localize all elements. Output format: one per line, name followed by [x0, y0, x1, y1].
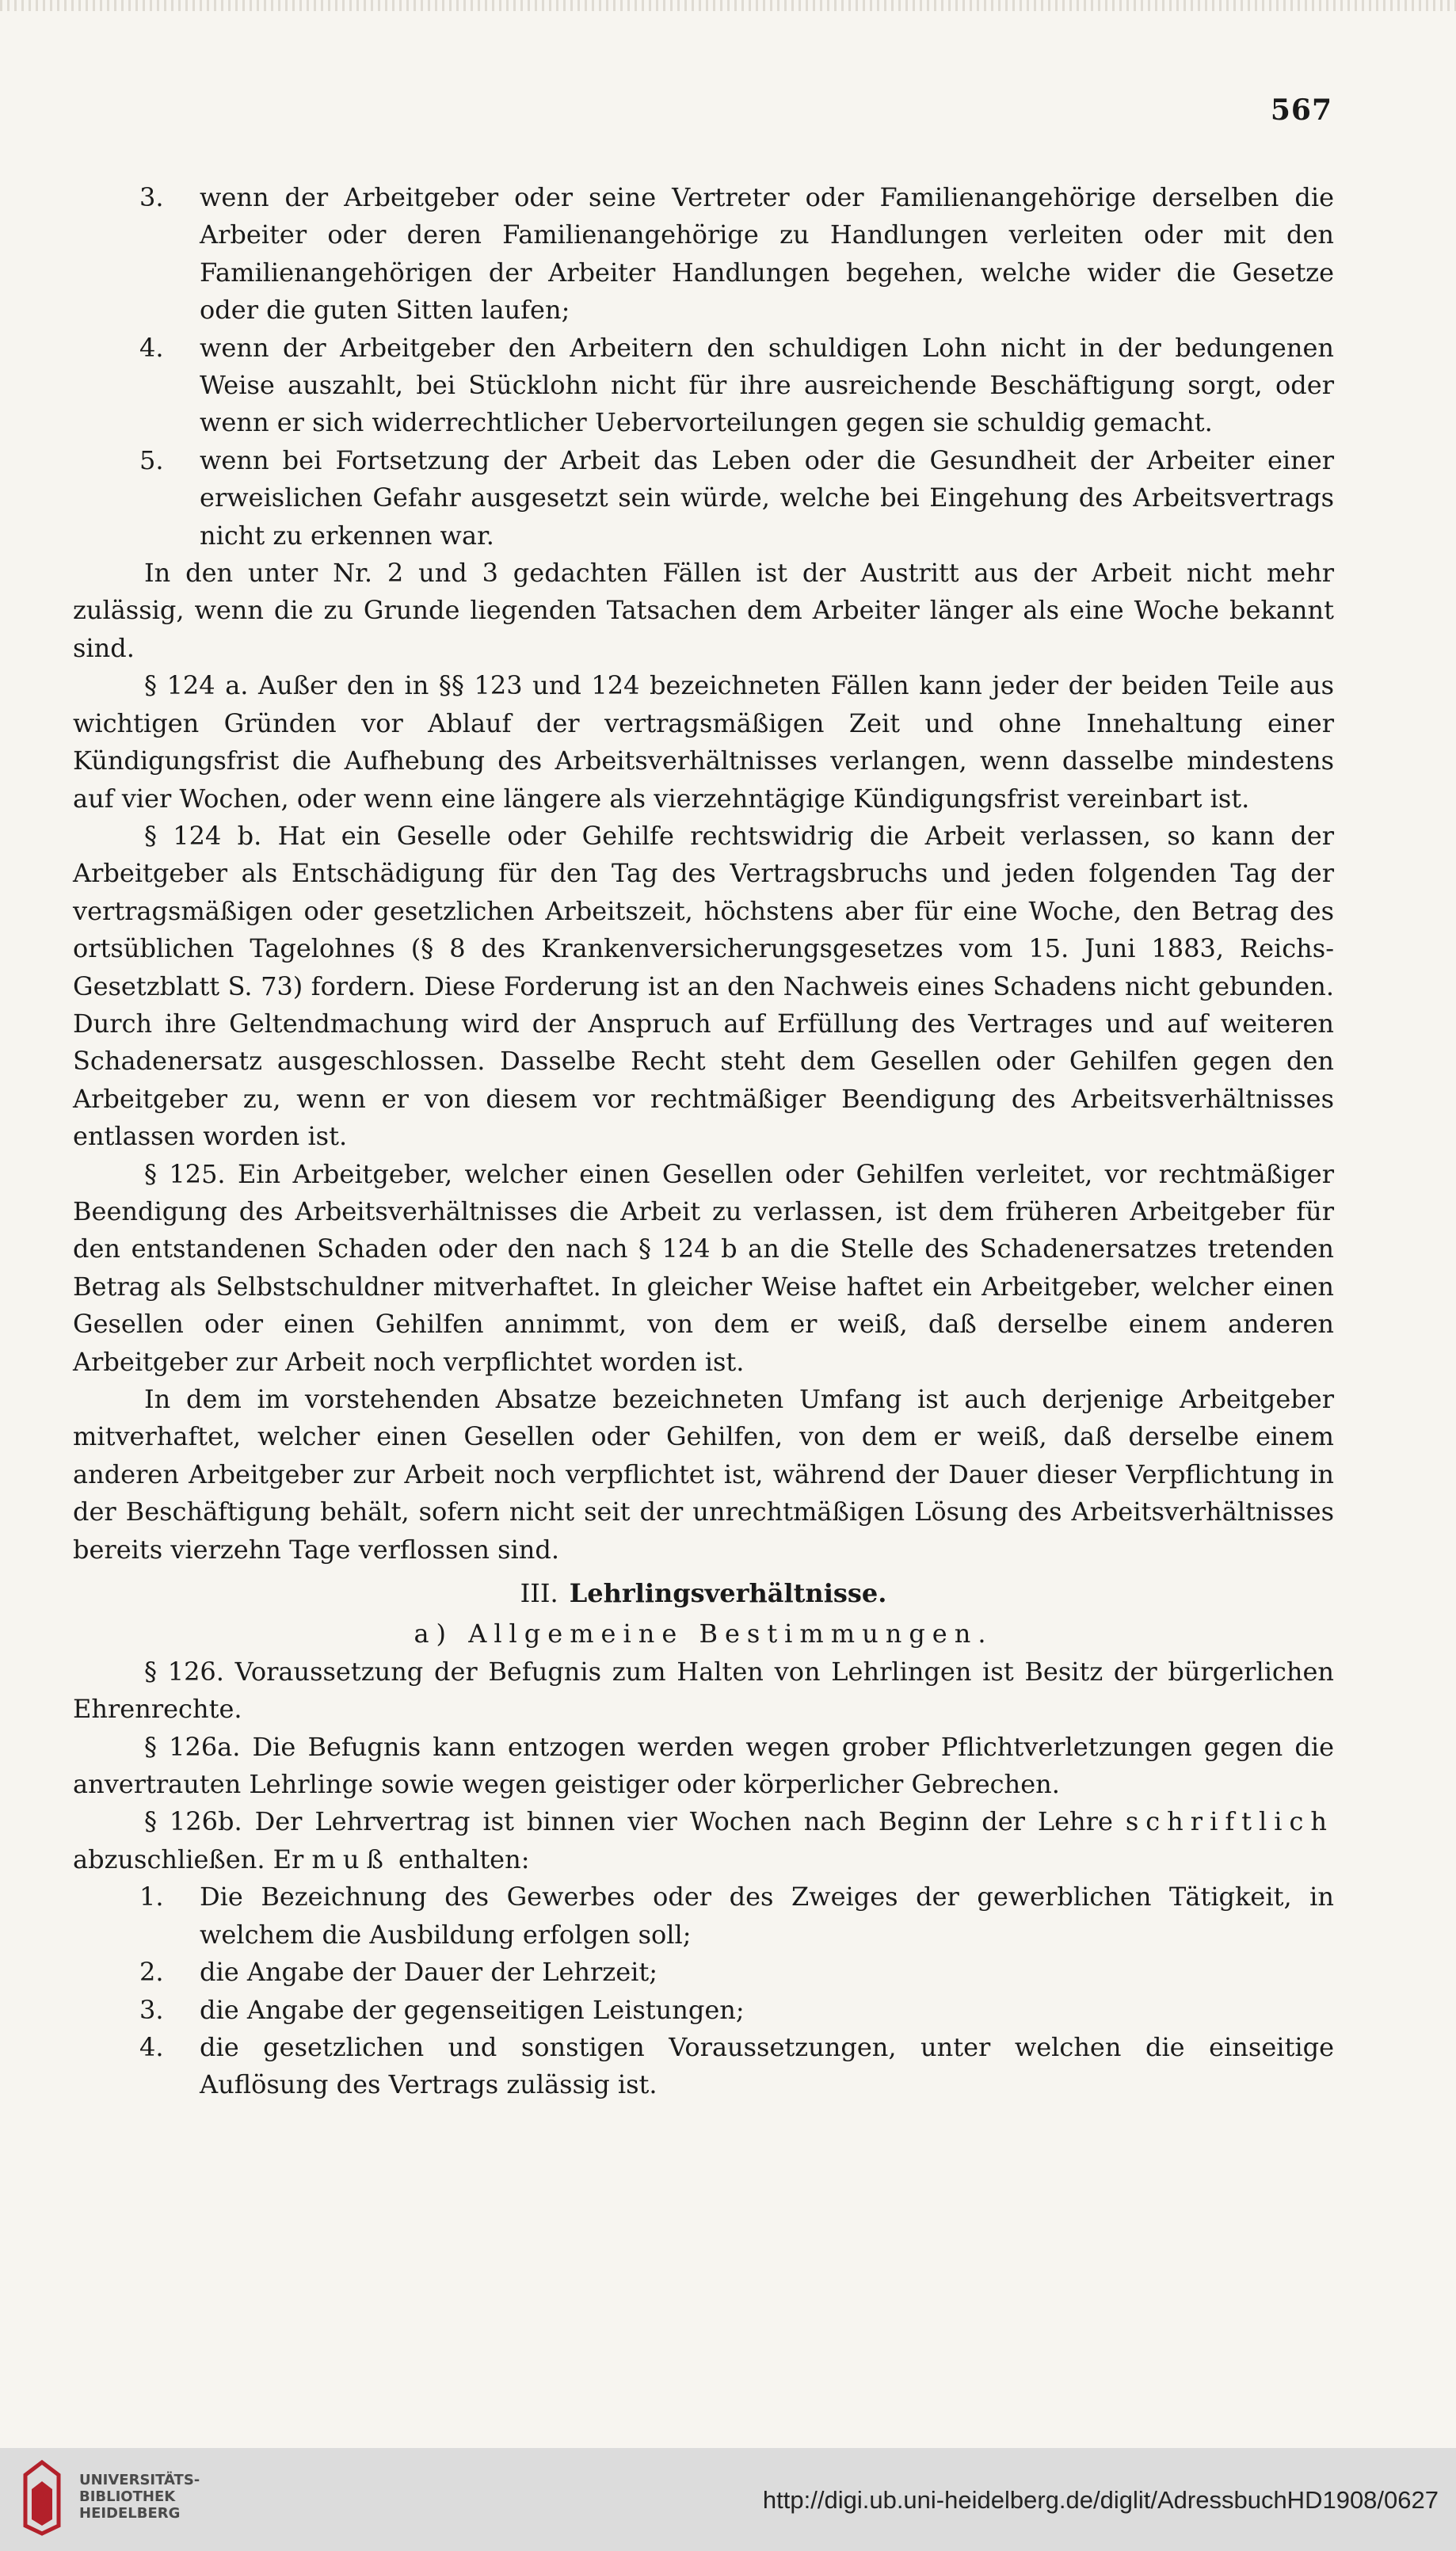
emphasis-muss: muß [311, 1844, 391, 1874]
paragraph-126b-mid: abzuschließen. Er [73, 1844, 304, 1874]
list-number: 2. [139, 1957, 164, 1988]
paragraph-126a: § 126a. Die Befugnis kann entzogen werden wegen grober Pflichtverletzungen gegen die anvertrauten Lehrlinge sowie wegen geistiger oder körperlicher Gebrechen. [73, 1731, 1334, 1800]
paragraph-124a: § 124 a. Außer den in §§ 123 und 124 bezeichneten Fällen kann jeder der beiden Teile aus wichtigen Gründen vor Ablauf der vertragsmäßigen Zeit und ohne Innehaltung einer Kündigungsfrist die Aufhebung des Arbeitsverhältnisses verlangen, wenn dasselbe mindestens auf vier Wochen, oder wenn eine längere als vierzehntägige Kündigungsfrist vereinbart ist. [73, 670, 1334, 814]
section-roman-numeral: III. [520, 1578, 558, 1609]
list-text: die Angabe der gegenseitigen Leistungen; [200, 1994, 745, 2025]
list-item [73, 330, 1334, 442]
subsection-heading: a) Allgemeine Bestimmungen. [414, 1619, 993, 1649]
list-text: die gesetzlichen und sonstigen Voraussetzungen, unter welchen die einseitige Auflösung des Vertrags zulässig ist. [200, 2031, 1334, 2100]
scan-top-edge [0, 0, 1456, 11]
library-logo-icon [17, 2458, 67, 2537]
paragraph-126: § 126. Voraussetzung der Befugnis zum Halten von Lehrlingen ist Besitz der bürgerlichen Ehrenrechte. [73, 1656, 1334, 1725]
paragraph-125: § 125. Ein Arbeitgeber, welcher einen Gesellen oder Gehilfen verleitet, vor rechtmäßiger Beendigung des Arbeitsverhältnisses die Arbeit zu verlassen, ist dem früheren Arbeitgeber für den entstandenen Schaden oder den nach § 124 b an die Stelle des Schadenersatzes tretenden Betrag als Selbstschuldner mitverhaftet. In gleicher Weise haftet ein Arbeitgeber, welcher einen Gesellen oder einen Gehilfen annimmt, von dem er weiß, daß derselbe einem anderen Arbeitgeber zur Arbeit noch verpflichtet worden ist. [73, 1158, 1334, 1377]
list-item [73, 1992, 1334, 2029]
list-item [73, 442, 1334, 555]
page-number: 567 [1270, 93, 1332, 127]
list-number: 3. [139, 1994, 164, 2025]
section-heading [73, 1569, 1334, 1615]
paragraph-126b [73, 1803, 1334, 1878]
list-number: 4. [139, 332, 164, 363]
list-item [73, 1878, 1334, 1954]
list-text: wenn der Arbeitgeber oder seine Vertreter oder Familienangehörige derselben die Arbeiter oder deren Familienangehörige zu Handlungen verleiten oder mit den Familienangehörigen der Arbeiter Handlungen begehen, welche wider die Gesetze oder die guten Sitten laufen; [200, 182, 1334, 326]
list-number: 3. [139, 182, 164, 212]
list-text: wenn bei Fortsetzung der Arbeit das Leben oder die Gesundheit der Arbeiter einer erweislichen Gefahr ausgesetzt sein würde, welche bei Eingehung des Arbeitsvertrags nicht zu erkennen war. [200, 444, 1334, 551]
list-number: 5. [139, 444, 164, 475]
library-name-line: UNIVERSITÄTS- [79, 2472, 200, 2488]
page-body [73, 179, 1334, 2104]
list-item [73, 179, 1334, 330]
list-text: Die Bezeichnung des Gewerbes oder des Zweiges der gewerblichen Tätigkeit, in welchem die Ausbildung erfolgen soll; [200, 1882, 1334, 1950]
list-number: 1. [139, 1882, 164, 1912]
paragraph-124b: § 124 b. Hat ein Geselle oder Gehilfe rechtswidrig die Arbeit verlassen, so kann der Arbeitgeber als Entschädigung für den Tag des Vertragsbruchs und jeden folgenden Tag der vertragsmäßigen oder gesetzlichen Arbeitszeit, höchstens aber für eine Woche, den Betrag des ortsüblichen Tagelohnes (§ 8 des Krankenversicherungsgesetzes vom 15. Juni 1883, Reichs-Gesetzblatt S. 73) fordern. Diese Forderung ist an den Nachweis eines Schadens nicht gebunden. Durch ihre Geltendmachung wird der Anspruch auf Erfüllung des Vertrages und auf weiteren Schadenersatz ausgeschlossen. Dasselbe Recht steht dem Gesellen oder Gehilfen gegen den Arbeitgeber zu, wenn er von diesem vor rechtmäßiger Beendigung des Arbeitsverhältnisses entlassen worden ist. [73, 820, 1334, 1152]
paragraph-mithaftung: In dem im vorstehenden Absatze bezeichneten Umfang ist auch derjenige Arbeitgeber mitverhaftet, welcher einen Gesellen oder Gehilfen, von dem er weiß, daß derselbe einem anderen Arbeitgeber zur Arbeit noch verpflichtet ist, während der Dauer dieser Verpflichtung in der Beschäftigung behält, sofern nicht seit der unrechtmäßigen Lösung des Arbeitsverhältnisses bereits vierzehn Tage verflossen sind. [73, 1384, 1334, 1565]
source-url-link[interactable]: http://digi.ub.uni-heidelberg.de/diglit/AdressbuchHD1908/0627 [762, 2486, 1439, 2514]
library-name-line: HEIDELBERG [79, 2505, 181, 2522]
paragraph-austritt: In den unter Nr. 2 und 3 gedachten Fällen ist der Austritt aus der Arbeit nicht mehr zulässig, wenn die zu Grunde liegenden Tatsachen dem Arbeiter länger als eine Woche bekannt sind. [73, 558, 1334, 663]
list-text: die Angabe der Dauer der Lehrzeit; [200, 1957, 657, 1988]
library-name [79, 2472, 200, 2522]
library-name-line: BIBLIOTHEK [79, 2488, 176, 2505]
section-title: Lehrlingsverhältnisse. [569, 1578, 887, 1609]
paragraph-126b-lead: § 126b. Der Lehrvertrag ist binnen vier Wochen nach Beginn der Lehre [144, 1806, 1113, 1837]
list-number: 4. [139, 2031, 164, 2062]
list-item [73, 2029, 1334, 2104]
list-text: wenn der Arbeitgeber den Arbeitern den schuldigen Lohn nicht in der bedungenen Weise auszahlt, bei Stücklohn nicht für ihre ausreichende Beschäftigung sorgt, oder wenn er sich widerrechtlicher Uebervorteilungen gegen sie schuldig gemacht. [200, 332, 1334, 438]
paragraph-126b-tail: enthalten: [398, 1844, 530, 1874]
emphasis-schriftlich: schriftlich [1125, 1806, 1335, 1837]
list-item [73, 1954, 1334, 1991]
